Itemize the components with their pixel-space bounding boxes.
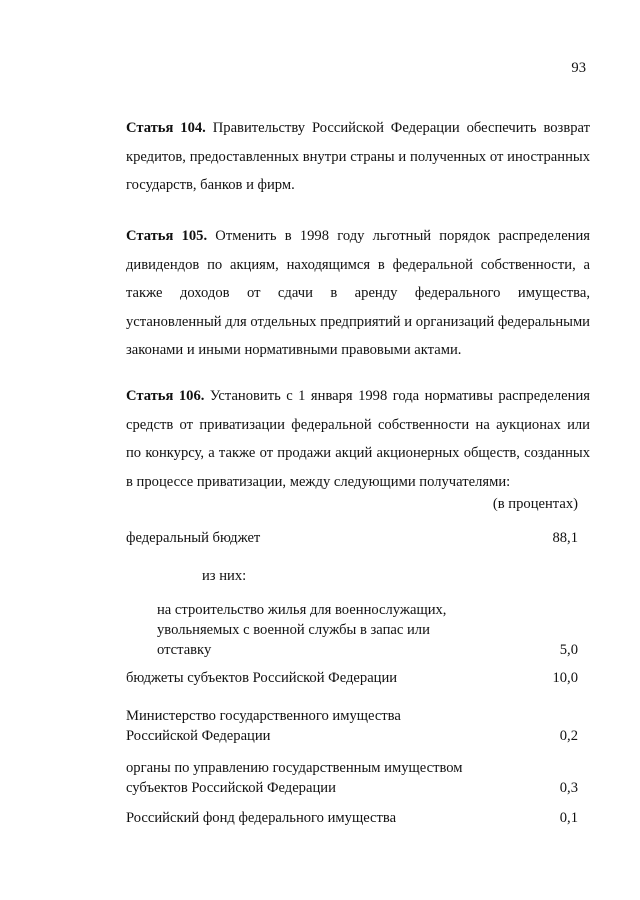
distribution-row-property-fund bbox=[126, 808, 578, 828]
distribution-label: Министерство государственного имущества Российской Федерации bbox=[126, 708, 401, 744]
article-104-lead: Статья 104. bbox=[126, 120, 206, 136]
article-104 bbox=[126, 114, 590, 200]
distribution-row-housing bbox=[157, 600, 578, 660]
distribution-label: органы по управлению государственным имуществом субъектов Российской Федерации bbox=[126, 760, 463, 796]
distribution-row-regional-budgets bbox=[126, 668, 578, 688]
distribution-label: федеральный бюджет bbox=[126, 530, 261, 546]
distribution-row-ministry bbox=[126, 706, 578, 746]
distribution-value: 88,1 bbox=[552, 530, 578, 546]
of-which-heading: из них: bbox=[202, 568, 247, 584]
distribution-label: Российский фонд федерального имущества bbox=[126, 810, 397, 826]
distribution-value: 0,3 bbox=[559, 780, 578, 796]
distribution-value: 5,0 bbox=[559, 642, 578, 658]
article-106 bbox=[126, 382, 590, 496]
article-105-lead: Статья 105. bbox=[126, 228, 208, 244]
article-106-lead: Статья 106. bbox=[126, 388, 205, 404]
article-106-text: Установить с 1 января 1998 года нормативы распределения средств от приватизации федеральной собственности на аукционах или по конкурсу, а также от продажи акций акционерных обществ, созданных в процессе приватизации, между следующими получателями: bbox=[126, 388, 590, 490]
article-105-text: Отменить в 1998 году льготный порядок распределения дивидендов по акциям, находящимся в федеральной собственности, а также доходов от сдачи в аренду федерального имущества, установленный для отдельных предприятий и организаций федеральными законами и иными нормативными правовыми актами. bbox=[126, 228, 590, 358]
distribution-label: бюджеты субъектов Российской Федерации bbox=[126, 670, 398, 686]
article-104-text: Правительству Российской Федерации обеспечить возврат кредитов, предоставленных внутри страны и полученных от иностранных государств, банков и фирм. bbox=[126, 120, 590, 193]
distribution-row-regional-bodies bbox=[126, 758, 578, 798]
unit-note: (в процентах) bbox=[492, 496, 578, 512]
page-number: 93 bbox=[571, 60, 586, 76]
distribution-row-federal-budget bbox=[126, 528, 578, 548]
distribution-value: 10,0 bbox=[552, 670, 578, 686]
distribution-value: 0,1 bbox=[559, 810, 578, 826]
article-105 bbox=[126, 222, 590, 365]
distribution-label: на строительство жилья для военнослужащих, увольняемых с военной службы в запас или отставку bbox=[157, 602, 447, 658]
distribution-value: 0,2 bbox=[559, 728, 578, 744]
